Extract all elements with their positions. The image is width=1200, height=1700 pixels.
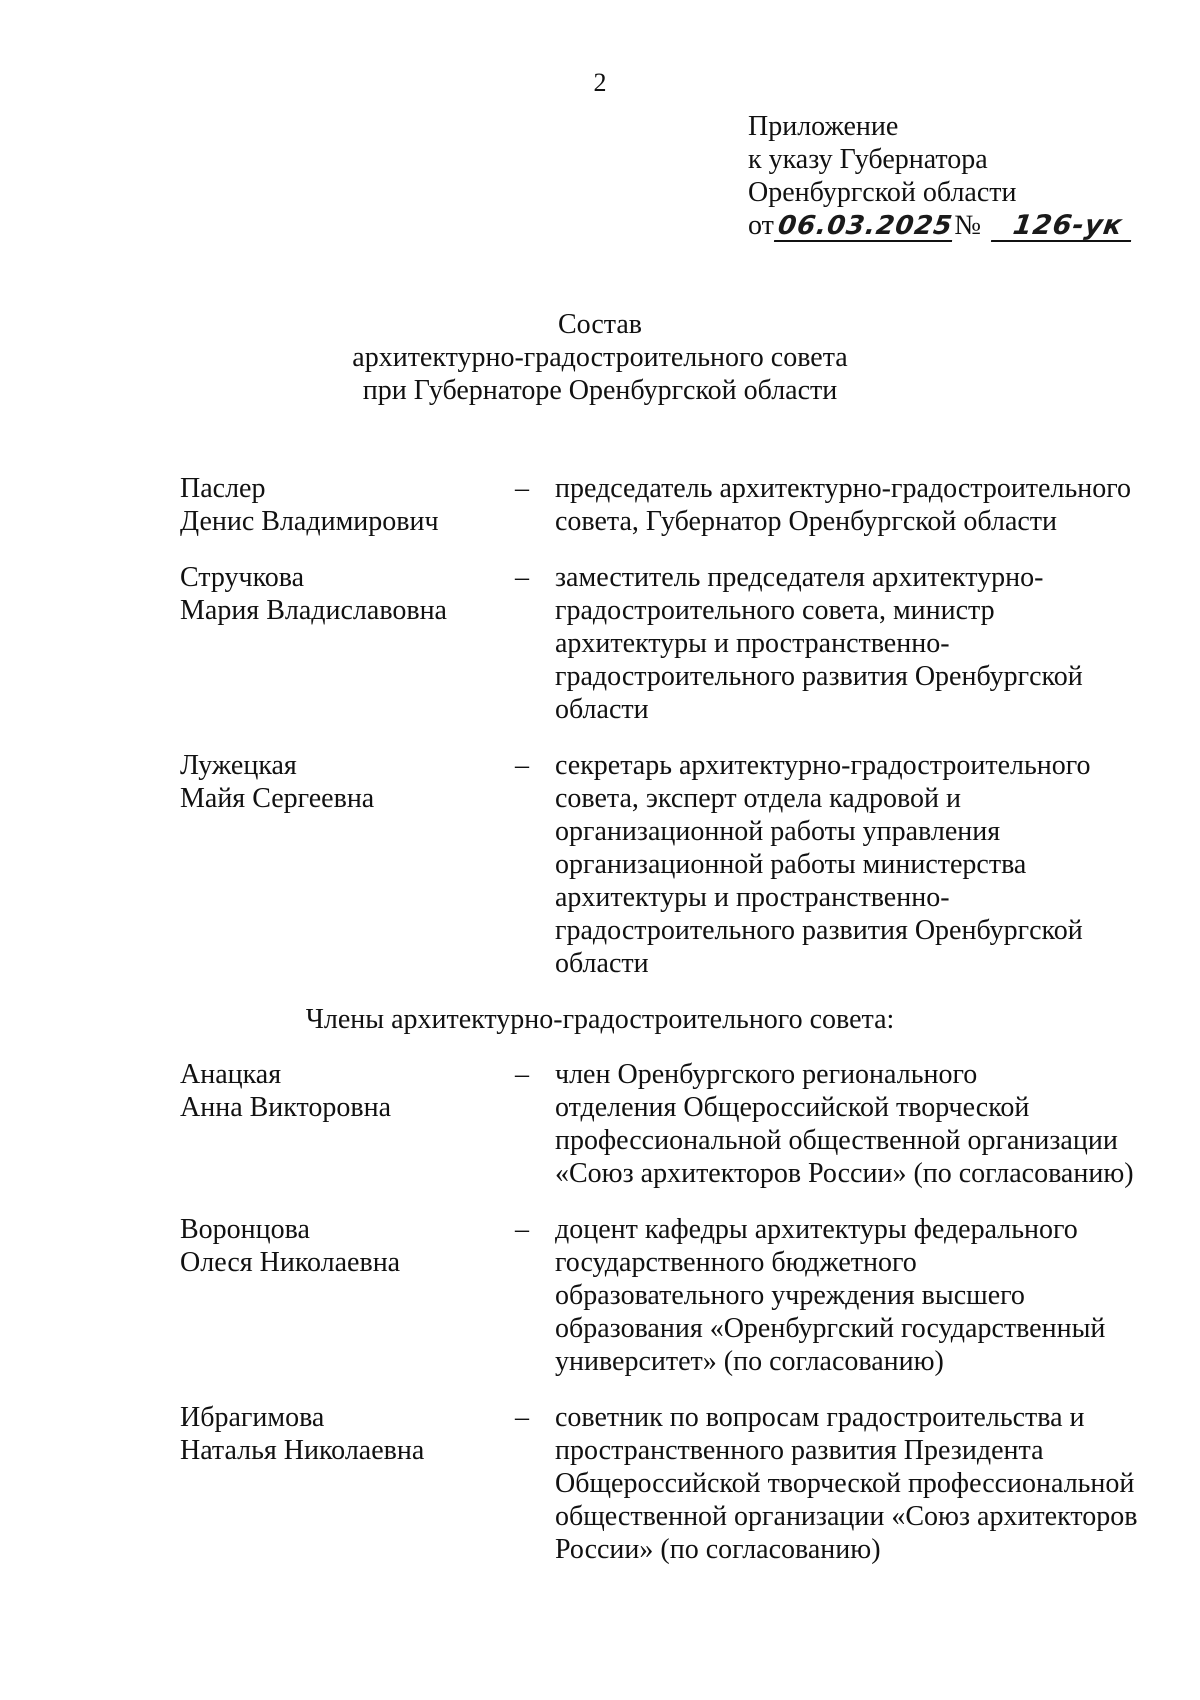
- member-role: заместитель председателя архитектурно- градостроительного совета, министр архитектуры и пространственно- градостроительного развития Оренбургской области: [555, 562, 1083, 725]
- title-line-3: при Губернаторе Оренбургской области: [362, 375, 838, 406]
- member-given-name: Майя Сергеевна: [180, 783, 375, 814]
- date-prefix: от: [748, 210, 774, 241]
- handwritten-date: 06.03.2025: [774, 212, 957, 242]
- appendix-line-2: к указу Губернатора: [748, 144, 988, 175]
- dash: –: [515, 1059, 529, 1090]
- member-row: [180, 1058, 1170, 1190]
- appendix-line-3: Оренбургской области: [748, 177, 1017, 208]
- member-given-name: Анна Викторовна: [180, 1092, 392, 1123]
- handwritten-number: 126-ук: [991, 212, 1135, 242]
- document-title: [0, 308, 1200, 407]
- member-surname: Анацкая: [180, 1059, 282, 1090]
- title-line-1: Состав: [557, 309, 643, 340]
- dash: –: [515, 562, 529, 593]
- title-line-2: архитектурно-градостроительного совета: [352, 342, 848, 373]
- member-given-name: Наталья Николаевна: [180, 1435, 425, 1466]
- member-role: председатель архитектурно-градостроительного совета, Губернатор Оренбургской области: [555, 473, 1131, 537]
- member-name: [180, 1058, 515, 1190]
- appendix-block: [748, 110, 1168, 242]
- member-name: [180, 1401, 515, 1566]
- member-surname: Ибрагимова: [180, 1402, 325, 1433]
- member-surname: Паслер: [180, 473, 266, 504]
- member-given-name: Мария Владиславовна: [180, 595, 447, 626]
- member-row: [180, 1401, 1170, 1566]
- member-row-deputy-chairman: [180, 561, 1170, 726]
- dash: –: [515, 1402, 529, 1433]
- member-surname: Стручкова: [180, 562, 305, 593]
- appendix-date-line: [748, 209, 1168, 242]
- member-surname: Воронцова: [180, 1214, 310, 1245]
- member-role: советник по вопросам градостроительства и пространственного развития Президента Общероссийской творческой профессиональной общественной организации «Союз архитекторов России» (по согласованию): [555, 1402, 1138, 1565]
- member-name: [180, 749, 515, 980]
- member-given-name: Денис Владимирович: [180, 506, 439, 537]
- member-name: [180, 472, 515, 538]
- member-row: [180, 1213, 1170, 1378]
- dash: –: [515, 750, 529, 781]
- member-surname: Лужецкая: [180, 750, 297, 781]
- member-name: [180, 561, 515, 726]
- number-sign: №: [954, 210, 982, 241]
- member-role: секретарь архитектурно-градостроительного совета, эксперт отдела кадровой и организационной работы управления организационной работы министерства архитектуры и пространственно- градостроительного развития Оренбургской области: [555, 750, 1091, 979]
- page-number: 2: [593, 68, 607, 97]
- member-row-secretary: [180, 749, 1170, 980]
- members-section-header: Члены архитектурно-градостроительного совета:: [305, 1004, 895, 1035]
- member-role: член Оренбургского регионального отделения Общероссийской творческой профессиональной общественной организации «Союз архитекторов России» (по согласованию): [555, 1059, 1134, 1189]
- member-given-name: Олеся Николаевна: [180, 1247, 401, 1278]
- dash: –: [515, 473, 529, 504]
- member-row-chairman: [180, 472, 1170, 538]
- council-composition: [180, 472, 1170, 1589]
- appendix-line-1: Приложение: [748, 111, 899, 142]
- dash: –: [515, 1214, 529, 1245]
- member-name: [180, 1213, 515, 1378]
- member-role: доцент кафедры архитектуры федерального государственного бюджетного образовательного учреждения высшего образования «Оренбургский государственный университет» (по согласованию): [555, 1214, 1106, 1377]
